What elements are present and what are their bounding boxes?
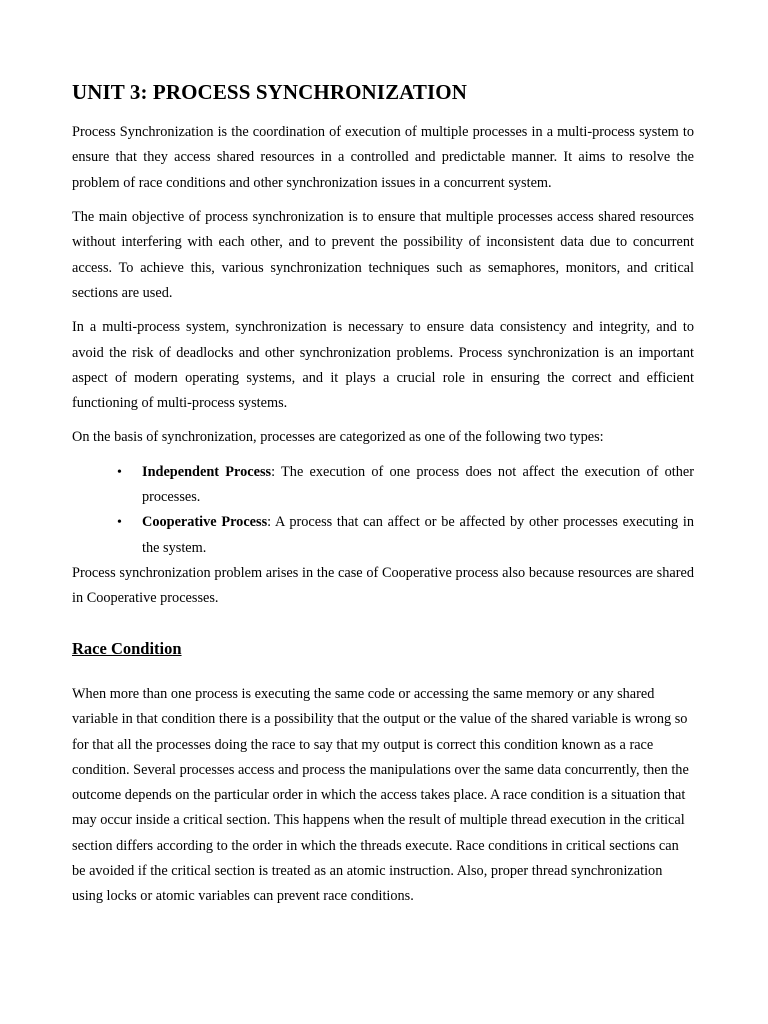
paragraph-definition: Process Synchronization is the coordination of execution of multiple processes in a multi-process system to ensure that they access shared resources in a controlled and predictable manner. It aims to resolve the problem of race conditions and other synchronization issues in a concurrent system. [72, 124, 694, 191]
bullet-icon: • [117, 464, 122, 480]
list-item-cooperative-process [117, 510, 694, 561]
definition-independent-process: : The execution of one process does not affect the execution of other processes. [142, 463, 694, 506]
definition-cooperative-process: : A process that can affect or be affected by other processes executing in the system. [142, 514, 694, 556]
paragraph-cooperative-problem: Process synchronization problem arises in the case of Cooperative process also because resources are shared in Cooperative processes. [72, 564, 694, 607]
term-cooperative-process: Cooperative Process [142, 514, 268, 531]
paragraph-categories-intro: On the basis of synchronization, processes are categorized as one of the following two types: [72, 429, 604, 446]
section-heading-race-condition: Race Condition [72, 638, 182, 658]
bullet-icon: • [117, 515, 122, 531]
page-title: UNIT 3: PROCESS SYNCHRONIZATION [72, 80, 467, 104]
paragraph-race-condition: When more than one process is executing the same code or accessing the same memory or any shared variable in that condition there is a possibility that the output or the value of the shared variable is wrong so for that all the processes doing the race to say that my output is correct this condition known as a race condition. Several processes access and process the manipulations over the same data concurrently, then the outcome depends on the particular order in which the access takes place. A race condition is a situation that may occur inside a critical section. This happens when the result of multiple thread execution in the critical section differs according to the order in which the threads execute. Race conditions in critical sections can be avoided if the critical section is treated as an atomic instruction. Also, proper thread synchronization using locks or atomic variables can prevent race conditions. [72, 685, 689, 905]
paragraph-objective: The main objective of process synchronization is to ensure that multiple processes access shared resources without interfering with each other, and to prevent the possibility of inconsistent data due to concurrent access. To achieve this, various synchronization techniques such as semaphores, monitors, and critical sections are used. [72, 209, 694, 301]
paragraph-necessity: In a multi-process system, synchronization is necessary to ensure data consistency and integrity, and to avoid the risk of deadlocks and other synchronization problems. Process synchronization is an important aspect of modern operating systems, and it plays a crucial role in ensuring the correct and efficient functioning of multi-process systems. [72, 319, 694, 412]
process-types-list [72, 460, 694, 561]
list-item-independent-process [117, 460, 694, 511]
term-independent-process: Independent Process [142, 463, 272, 480]
